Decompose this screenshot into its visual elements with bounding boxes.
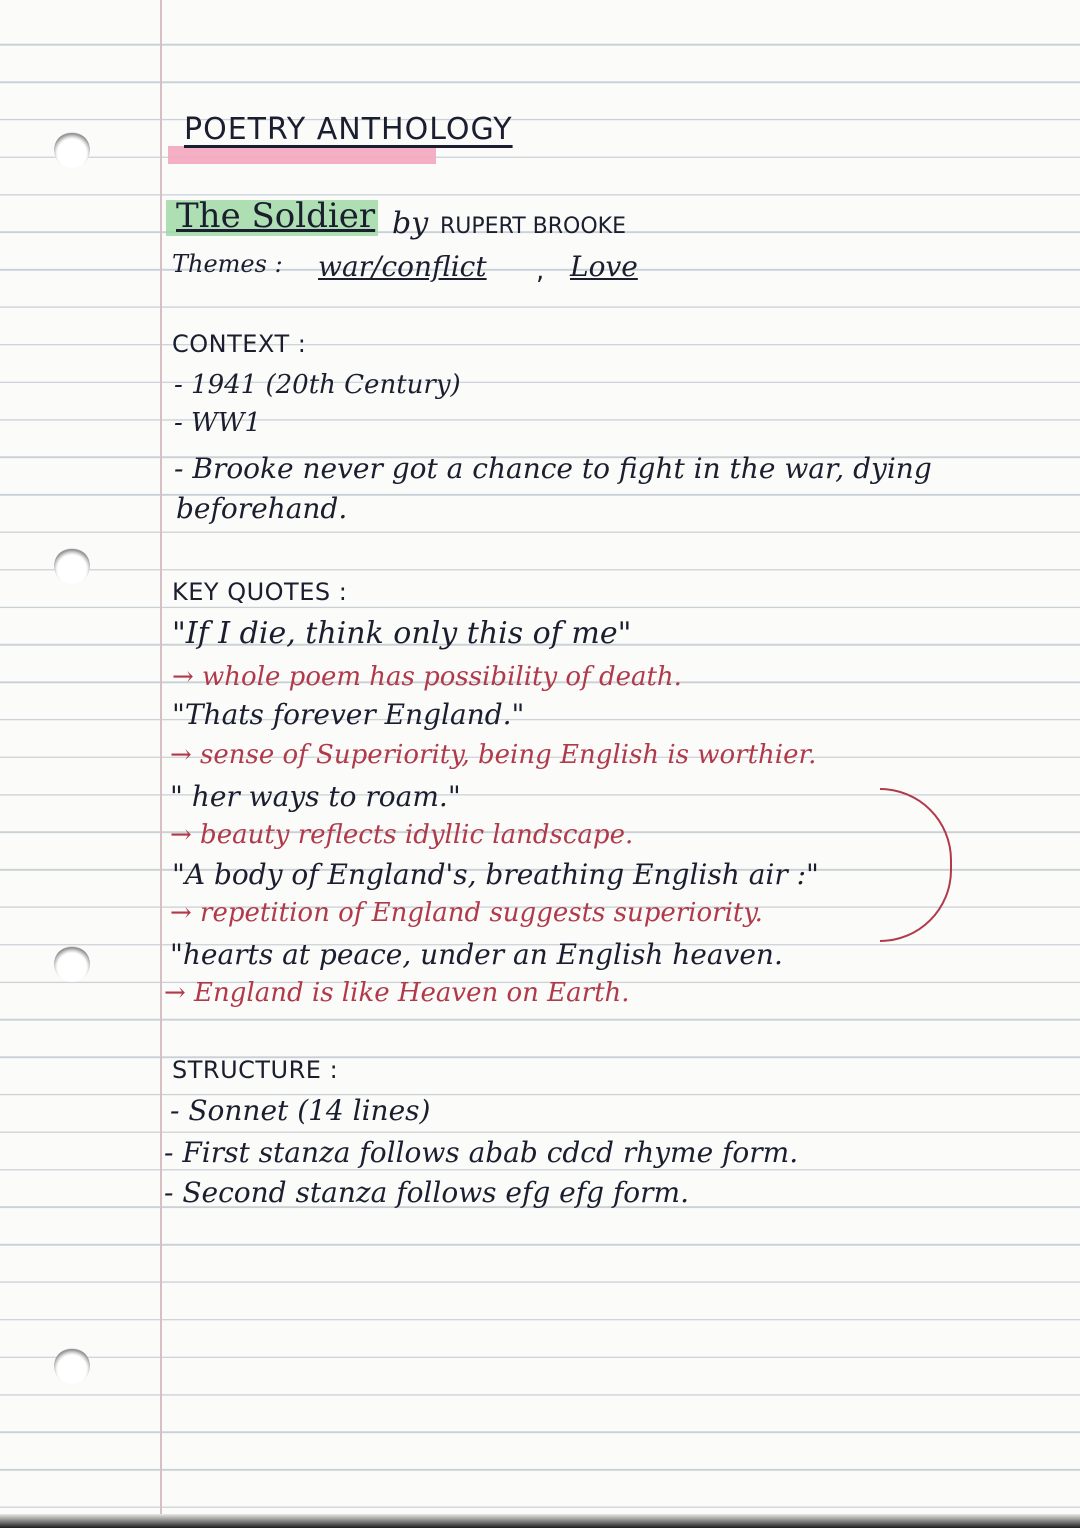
- theme-war: war/conflict: [318, 250, 487, 283]
- quote-line: "If I die, think only this of me": [172, 616, 632, 651]
- by-label: by: [392, 206, 429, 241]
- page-title: POETRY ANTHOLOGY: [184, 112, 513, 147]
- structure-heading: STRUCTURE :: [172, 1056, 339, 1084]
- quote-line: "Thats forever England.": [172, 698, 525, 731]
- quote-analysis: → beauty reflects idyllic landscape.: [170, 820, 634, 850]
- quote-analysis: → England is like Heaven on Earth.: [164, 978, 630, 1008]
- context-line: - 1941 (20th Century): [174, 370, 461, 400]
- structure-line: - Second stanza follows efg efg form.: [164, 1176, 689, 1209]
- theme-separator: ,: [536, 256, 545, 286]
- binder-hole: [54, 548, 90, 584]
- quote-analysis: → repetition of England suggests superiority.: [170, 898, 763, 928]
- context-line: - Brooke never got a chance to fight in the war, dying: [174, 452, 932, 485]
- themes-label: Themes :: [172, 250, 283, 278]
- poem-title: The Soldier: [176, 196, 376, 236]
- page-bottom-edge: [0, 1514, 1080, 1528]
- binder-hole: [54, 1348, 90, 1384]
- context-heading: CONTEXT :: [172, 330, 307, 358]
- poem-author: RUPERT BROOKE: [440, 214, 627, 239]
- annotation-arrow-icon: [880, 788, 952, 942]
- context-line: beforehand.: [176, 492, 348, 525]
- binder-hole: [54, 946, 90, 982]
- quote-analysis: → whole poem has possibility of death.: [172, 662, 682, 692]
- title-highlight: [168, 146, 436, 164]
- margin-line: [160, 0, 162, 1528]
- binder-hole: [54, 132, 90, 168]
- key-quotes-heading: KEY QUOTES :: [172, 578, 348, 606]
- quote-line: "hearts at peace, under an English heaven.: [170, 938, 783, 971]
- quote-line: "A body of England's, breathing English air :": [172, 858, 819, 891]
- quote-analysis: → sense of Superiority, being English is worthier.: [170, 740, 817, 770]
- structure-line: - First stanza follows abab cdcd rhyme form.: [164, 1136, 799, 1169]
- theme-love: Love: [570, 250, 638, 283]
- quote-line: " her ways to roam.": [170, 780, 461, 813]
- context-line: - WW1: [174, 408, 262, 438]
- structure-line: - Sonnet (14 lines): [170, 1094, 431, 1127]
